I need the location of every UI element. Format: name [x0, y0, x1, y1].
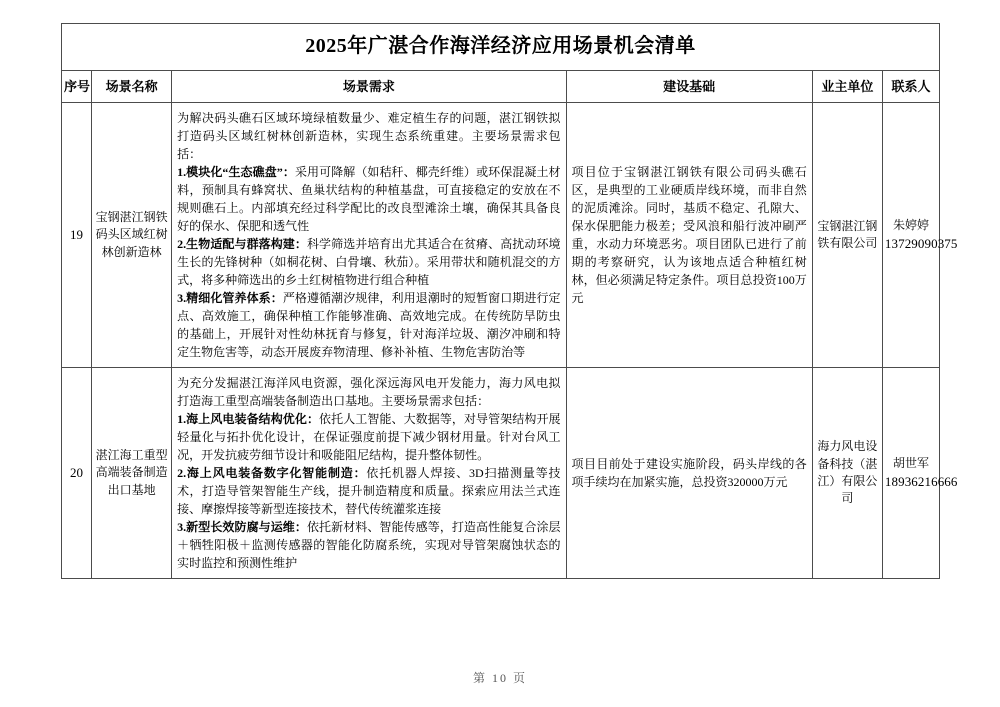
column-header-scene-demand — [172, 71, 566, 103]
row-number: 20 — [62, 368, 92, 579]
column-header-owner-unit — [812, 71, 882, 103]
page-number-label: 第 10 页 — [472, 671, 527, 685]
contact-phone: 13729090375 — [884, 236, 958, 252]
contact-name: 胡世军 — [892, 456, 929, 471]
table-row — [62, 368, 940, 579]
table-header-row — [62, 71, 940, 103]
demand-item — [177, 518, 560, 572]
demand-item — [177, 163, 560, 235]
row-contact — [882, 103, 958, 368]
row-owner-unit: 海力风电设备科技（湛江）有限公司 — [812, 368, 882, 579]
row-construction-basis: 项目位于宝钢湛江钢铁有限公司码头礁石区，是典型的工业硬质岸线环境，而非自然的泥质滩涂。同时，基质不稳定、孔隙大、保水保肥能力极差；受风浪和船行波冲刷严重，水动力环境恶劣。项目团队已进行了前期的考察研究，认为该地点适合种植红树林，但必须满足特定条件。项目总投资100万元 — [566, 103, 812, 368]
demand-item-lead: 2.海上风电装备数字化智能制造： — [177, 466, 367, 480]
demand-item — [177, 289, 560, 361]
demand-item-body: 依托人工智能、大数据等，对导管架结构开展轻量化与拓扑优化设计，在保证强度前提下减少钢材用量。针对台风工况，开发抗疲劳细节设计和吸能阻尼结构，提升整体韧性。 — [177, 412, 561, 462]
row-construction-basis: 项目目前处于建设实施阶段，码头岸线的各项手续均在加紧实施，总投资320000万元 — [566, 368, 812, 579]
demand-item — [177, 235, 560, 289]
demand-item-body: 严格遵循潮汐规律，利用退潮时的短暂窗口期进行定点、高效施工，确保种植工作能够准确、高效地完成。在传统防旱防虫的基础上，开展针对性幼林抚育与修复，针对海洋垃圾、潮汐冲刷和特定生物危害等，动态开展废弃物清理、修补补植、生物危害防治等 — [177, 291, 561, 359]
demand-item-lead: 1.模块化“生态礁盘”： — [177, 165, 295, 179]
row-number: 19 — [62, 103, 92, 368]
column-header-scene-demand-label: 场景需求 — [342, 78, 395, 94]
demand-item-body: 科学筛选并培育出尤其适合在贫瘠、高扰动环境生长的先锋树种（如桐花树、白骨壤、秋茄）。采用带状和随机混交的方式，将多种筛选出的乡土红树植物进行组合种植 — [177, 237, 561, 287]
demand-item-body: 依托机器人焊接、3D扫描测量等技术，打造导管架智能生产线，提升制造精度和质量。探索应用法兰式连接、摩擦焊接等新型连接技术，替代传统灌浆连接 — [177, 466, 561, 516]
demand-item-lead: 1.海上风电装备结构优化： — [177, 412, 320, 426]
row-scene-name: 宝钢湛江钢铁码头区域红树林创新造林 — [92, 103, 172, 368]
page-footer — [0, 669, 1000, 687]
demand-item-body: 采用可降解（如秸秆、椰壳纤维）或环保混凝土材料，预制具有蜂窝状、鱼巢状结构的种植基盘，可直接稳定的安放在不规则礁石上。内部填充经过科学配比的改良型滩涂土壤，确保其具备良好的保水、保肥和透气性 — [177, 165, 561, 233]
document-title: 2025年广湛合作海洋经济应用场景机会清单 — [305, 35, 696, 57]
document-title-cell — [62, 24, 940, 71]
contact-phone: 18936216666 — [884, 474, 958, 490]
table-row — [62, 103, 940, 368]
row-scene-name: 湛江海工重型高端装备制造出口基地 — [92, 368, 172, 579]
row-contact — [882, 368, 958, 579]
opportunity-list-table — [61, 23, 958, 579]
column-header-construction-basis — [566, 71, 812, 103]
column-header-owner-unit-label: 业主单位 — [821, 78, 874, 94]
demand-intro: 为解决码头礁石区域环境绿植数量少、难定植生存的问题，湛江钢铁拟打造码头区域红树林创新造林，实现生态系统重建。主要场景需求包括： — [177, 111, 561, 161]
demand-item-body: 依托新材料、智能传感等，打造高性能复合涂层＋牺牲阳极＋监测传感器的智能化防腐系统，实现对导管架腐蚀状态的实时监控和预测性维护 — [177, 520, 561, 570]
contact-name: 朱婷婷 — [892, 218, 929, 233]
demand-item-lead: 2.生物适配与群落构建： — [177, 237, 307, 251]
column-header-scene-name — [92, 71, 172, 103]
column-header-contact — [882, 71, 939, 103]
demand-item — [177, 410, 560, 464]
column-header-no-label: 序号 — [64, 78, 91, 94]
demand-item — [177, 464, 560, 518]
demand-item-lead: 3.精细化管养体系： — [177, 291, 283, 305]
column-header-scene-name-label: 场景名称 — [105, 78, 158, 94]
row-scene-demand — [172, 368, 566, 579]
opportunity-list-table-wrapper — [61, 23, 958, 579]
demand-intro: 为充分发掘湛江海洋风电资源，强化深远海风电开发能力，海力风电拟打造海工重型高端装备制造出口基地。主要场景需求包括： — [177, 376, 561, 408]
column-header-construction-basis-label: 建设基础 — [663, 78, 716, 94]
column-header-contact-label: 联系人 — [891, 78, 931, 94]
column-header-no — [62, 71, 92, 103]
row-scene-demand — [172, 103, 566, 368]
demand-item-lead: 3.新型长效防腐与运维： — [177, 520, 307, 534]
table-title-row — [62, 24, 940, 71]
row-owner-unit: 宝钢湛江钢铁有限公司 — [812, 103, 882, 368]
